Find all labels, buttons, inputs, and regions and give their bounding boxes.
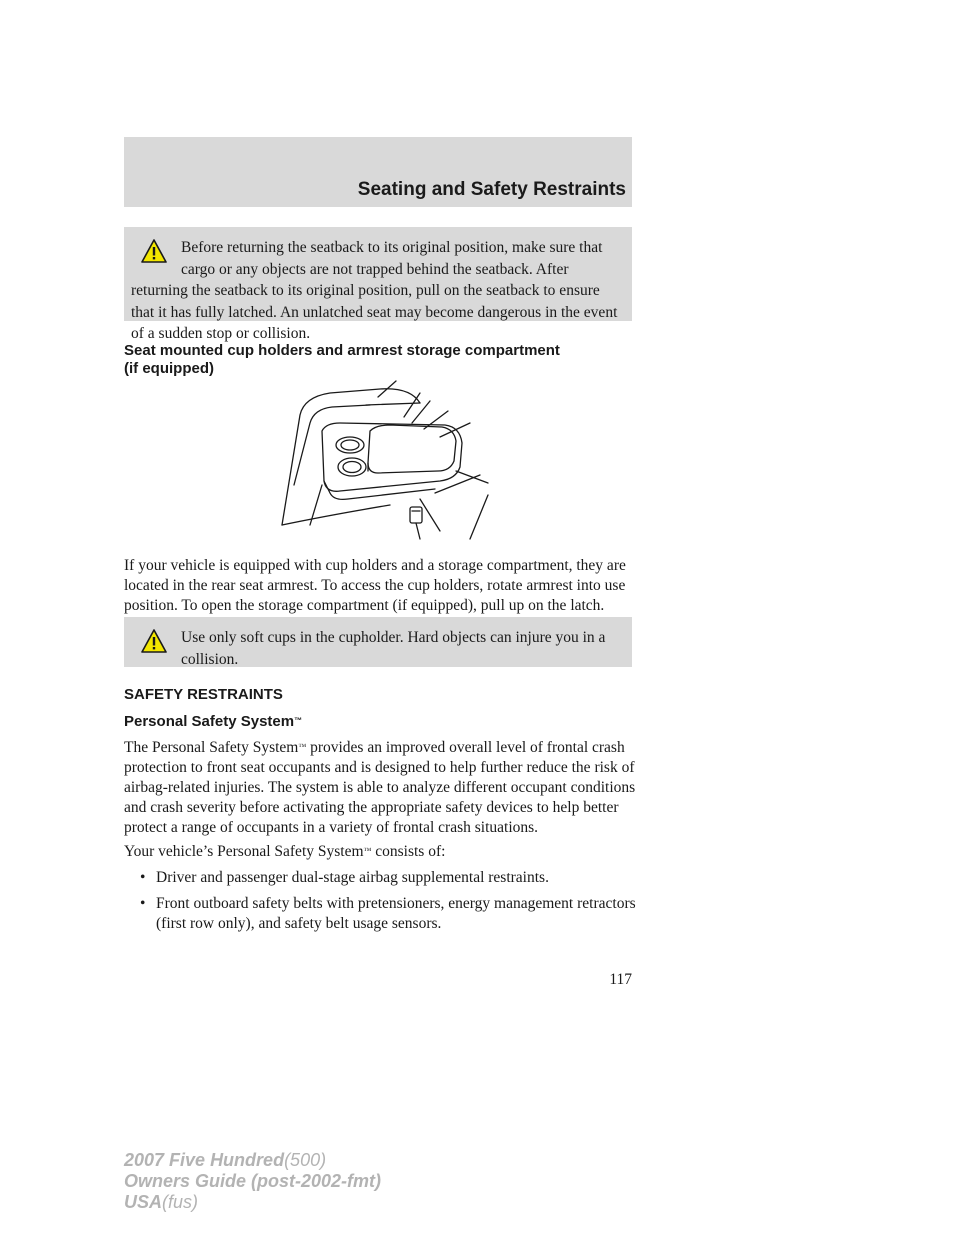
list-item-text: Driver and passenger dual-stage airbag supplemental restraints. [156, 869, 549, 886]
footer-market-code: (fus) [162, 1192, 199, 1212]
list-item-text: Front outboard safety belts with pretensioners, energy management retractors (first row only), and safety belt usage sensors. [156, 895, 636, 932]
footer-model: 2007 Five Hundred [124, 1150, 285, 1170]
bullet-symbol: • [140, 895, 146, 912]
subheading-text: Personal Safety System [124, 713, 295, 730]
trademark-symbol: ™ [294, 716, 303, 725]
warning-text: Before returning the seatback to its original position, make sure that cargo or any objects are not trapped behind the seatback. After returning the seatback to its original position, pull on the seatback to ensure that it has fully latched. An unlatched seat may become dangerous in the event of a sudden stop or collision. [131, 239, 618, 342]
footer-line1 [124, 1150, 381, 1171]
trademark-symbol: ™ [363, 846, 372, 855]
footer-market: USA [124, 1192, 163, 1212]
section-header-band [124, 137, 632, 207]
footer-model-code: (500) [284, 1150, 327, 1170]
page-number: 117 [609, 971, 632, 988]
footer-line3 [124, 1192, 381, 1213]
para2-rest: consists of: [375, 843, 446, 860]
personal-safety-system-heading [124, 713, 636, 731]
warning-box-cupholder [124, 617, 632, 667]
para1-rest: provides an improved overall level of frontal crash protection to front seat occupants and is designed to help further reduce the risk of airbag-related injuries. The system is able to analyze different occupant conditions and crash severity before activating the appropriate safety devices to help better protect a range of occupants in a variety of frontal crash situations. [124, 739, 636, 836]
warning-box-seatback [124, 227, 632, 342]
list-item [140, 868, 636, 888]
bullet-symbol: • [140, 869, 146, 886]
list-item [140, 894, 636, 934]
warning-triangle-icon [141, 629, 167, 653]
document-footer [124, 1150, 381, 1213]
para1-start: The Personal Safety System [124, 739, 299, 756]
safety-restraints-heading: SAFETY RESTRAINTS [124, 686, 283, 703]
personal-safety-system-description [124, 738, 636, 838]
footer-line2: Owners Guide (post-2002-fmt) [124, 1171, 382, 1191]
section-title: Seating and Safety Restraints [357, 179, 626, 200]
cupholder-heading [124, 342, 636, 378]
warning-triangle-icon [141, 239, 167, 263]
rear-armrest-cupholder-illustration [270, 375, 495, 545]
cupholder-heading-line1: Seat mounted cup holders and armrest storage compartment [124, 342, 560, 359]
consists-of-line [124, 842, 636, 862]
cupholder-description: If your vehicle is equipped with cup holders and a storage compartment, they are located in the rear seat armrest. To access the cup holders, rotate armrest into use position. To open the storage compartment (if equipped), pull up on the latch. [124, 557, 626, 614]
para2-start: Your vehicle’s Personal Safety System [124, 843, 364, 860]
cupholder-heading-line2: (if equipped) [124, 360, 214, 377]
trademark-symbol: ™ [298, 742, 307, 751]
warning-text: Use only soft cups in the cupholder. Hard objects can injure you in a collision. [181, 629, 606, 668]
